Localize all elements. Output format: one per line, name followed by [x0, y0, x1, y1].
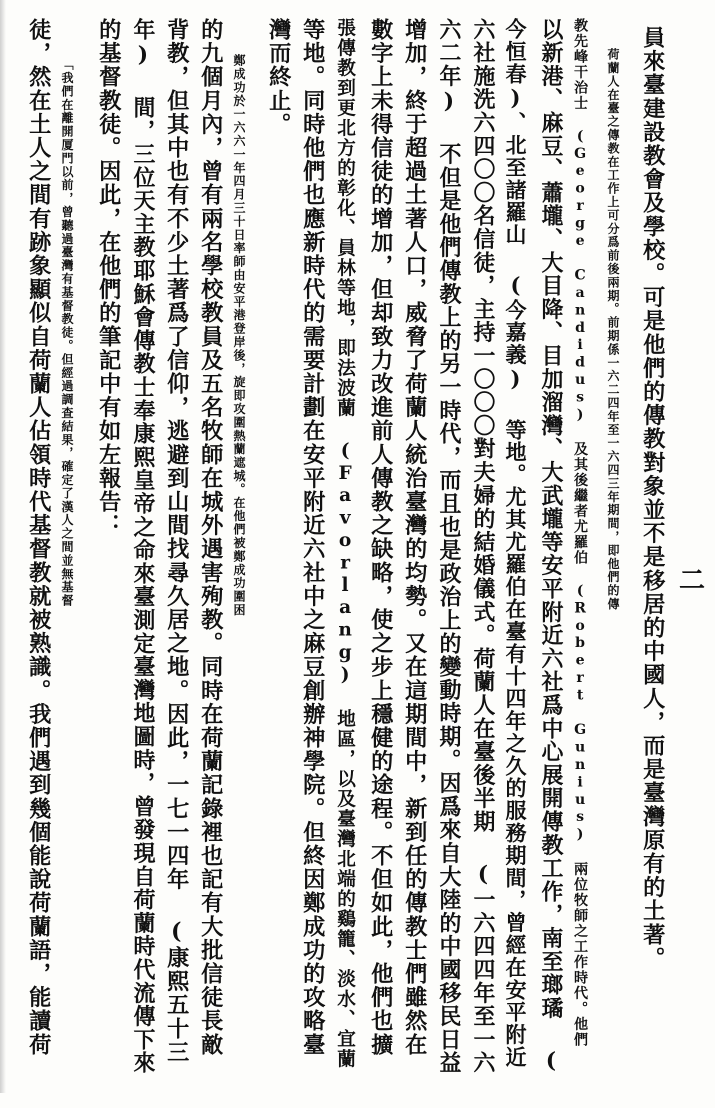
text-column: 「我們在離開厦門以前，曾聽過臺灣有基督教徒。但經過調查結果，確定了漢人之間並無基督: [60, 58, 74, 608]
text-column: 年) 間，三位天主教耶穌會傳教士奉康熙皇帝之命來臺測定臺灣地圖時，曾發現自荷蘭時代流傳下來: [129, 18, 156, 1075]
text-column: 徒，然在土人之間有跡象顯似自荷蘭人佔領時代基督教就被熟識。我們遇到幾個能說荷蘭語，能讀荷: [25, 18, 52, 1057]
text-column: 增加，終于超過土著人口，威脅了荷蘭人統治臺灣的均勢。又在這期間中，新到任的傳教士們雖然在: [401, 18, 428, 1057]
text-column: 荷蘭人在臺之傳教在工作上可分爲前後兩期。前期係一六二四年至一六四三年期間，即他們的傳: [606, 48, 620, 611]
text-column: 張傳教到更北方的彰化、員林等地，即法波蘭 (Favorlang) 地區，以及臺灣北端的鷄籠、淡水、宜蘭: [334, 18, 356, 1070]
text-column: 以新港、麻豆、蕭壠、大目降、目加溜灣、大武壠等安平附近六社爲中心展開傳教工作，南至瑯璚 (: [537, 18, 564, 1075]
page-number: 二: [679, 566, 706, 596]
text-column: 員來臺建設教會及學校。可是他們的傳教對象並不是移居的中國人，而是臺灣原有的土著。: [639, 26, 666, 970]
text-column: 的基督教徒。因此，在他們的筆記中有如左報告：: [95, 18, 122, 538]
text-column: 今恒春)、北至諸羅山 (今嘉義) 等地。尤其尤羅伯在臺有十四年之久的服務期間，曾經在安平附近: [503, 18, 528, 1069]
text-column: 的九個月內，曾有兩名學校教員及五名牧師在城外遇害殉教。同時在荷蘭記錄裡也記有大批信徒長敵: [197, 18, 224, 1057]
text-column: 等地。同時他們也應新時代的需要計劃在安平附近六社中之麻豆創辦神學院。但終因鄭成功的攻略臺: [299, 18, 326, 1057]
binding-edge: [0, 0, 6, 1093]
text-column: 六二年) 不但是他們傳教上的另一時代，而且也是政治上的變動時期。因爲來自大陸的中國移民日益: [435, 18, 462, 1075]
text-column: 教先峰干治士 (George Candidus) 及其後繼者尤羅伯 (Robert Gunius) 兩位牧師之工作時代。他們: [572, 18, 589, 1048]
text-column: 六社施洗六四〇〇名信徒，主持一〇〇〇對夫婦的結婚儀式。荷蘭人在臺後半期 (一六四四年至一六: [469, 18, 496, 1075]
text-column: 數字上未得信徒的增加，但却致力改進前人傳教之缺略，使之步上穩健的途程。不但如此，他們也擴: [367, 18, 394, 1057]
text-column: 背教，但其中也有不少土著爲了信仰，逃避到山間找尋久居之地。因此，一七一四年 (康熙五十三: [163, 18, 190, 1064]
text-column: 鄭成功於一六六一年四月三十日率師由安平港登岸後，旋即攻圍熱蘭遮城。在他們被鄭成功圍困: [232, 54, 246, 617]
text-column: 灣而終止。: [265, 18, 292, 136]
